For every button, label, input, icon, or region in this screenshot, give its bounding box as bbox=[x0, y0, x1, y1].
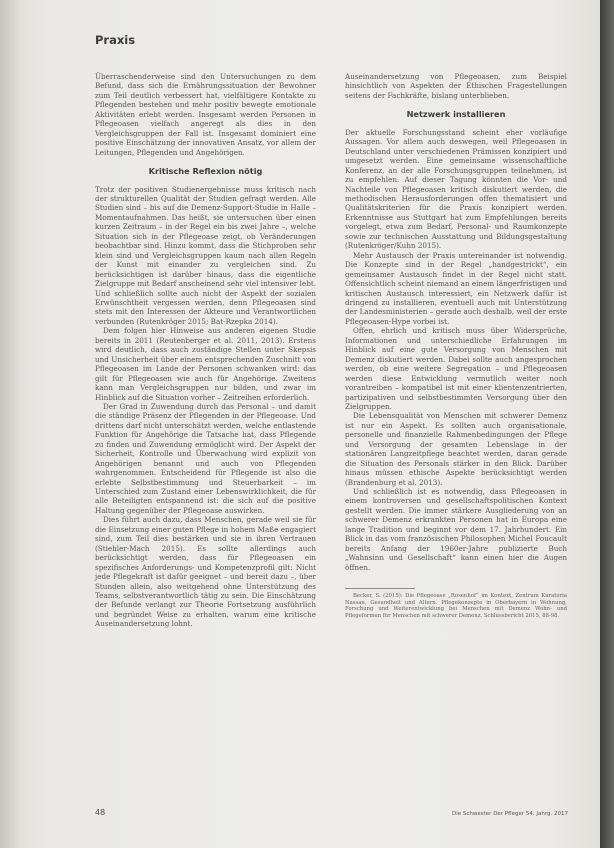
body-paragraph: Dem folgen hier Hinweise aus anderen eigenen Studie bereits in 2011 (Reutenberger et al. 2011, 2013). Erstens wird deutlich, dass auch zuständige Stellen unter Skepsis und Unsicherheit über einem entsprechenden Zuschnitt von Pflegeoasen im Lande der Personen schwanken wird: das gilt für Pflegeoasen wie auch für Angehörige. Zweitens kann man Vergleichsgruppen nur bilden, und zwar im Hinblick auf die Situation vorher – Zeitreihen erforderlich. bbox=[95, 326, 316, 402]
page-number: 48 bbox=[95, 808, 106, 817]
body-paragraph: Der Grad in Zuwendung durch das Personal – und damit die ständige Präsenz der Pflegenden in der Pflegeoase. Und drittens darf nicht unterschätzt werden, welche entlastende Funktion für Angehörige die Tatsache hat, dass Pflegende zu finden und Zuwendung ermöglicht wird. Der Aspekt der Sicherheit, Kontrolle und Überwachung wird explizit von Angehörigen benannt und auch von Pflegenden wahrgenommen. Entscheidend für Pflegende ist also die erlebte Selbstbestimmung und Steuerbarkeit – im Unterschied zum Zustand einer Lebenswirklichkeit, die für alle Beteiligten entspannend ist: die sich auf die positive Haltung gegenüber der Pflegeoase auswirken. bbox=[95, 401, 316, 515]
subheading-network: Netzwerk installieren bbox=[406, 109, 506, 120]
footnote-divider bbox=[345, 588, 415, 589]
section-label: Praxis bbox=[95, 33, 136, 47]
body-paragraph: Mehr Austausch der Praxis untereinander ist notwendig. Die Konzepte sind in der Regel „handgestrickt“, ein gemeinsamer Austausch findet in der Regel nicht statt. Offensichtlich scheint niemand an einem längerfristigen und kritischen Austausch interessiert, ein Netzwerk dafür ist dringend zu installieren, eventuell auch mit Unterstützung der Landesministerien – gerade auch deshalb, weil der erste Pflegeoasen-Hype vorbei ist. bbox=[345, 250, 567, 326]
footnote: Becker, S. (2015): Die Pflegeoase „Rosenhof“ im Kontext, Zentrum Kuratoria Nassau, Gesundheit und Altern. Pflegekonzepte in Oberbayern in Wohnung, Forschung und Weiterentwicklung bei Menschen mit Demenz Wohn- und Pflegeformen für Menschen mit schwerer Demenz. Schlussbericht 2015, 88-98. bbox=[345, 593, 567, 619]
right-column bbox=[345, 72, 567, 619]
body-paragraph: Die Lebensqualität von Menschen mit schwerer Demenz ist nur ein Aspekt. Es sollten auch organisationale, personelle und finanzielle Rahmenbedingungen der Pflege und Versorgung der gesamten Lebenslage in der stationären Langzeitpflege beachtet werden, daran gerade die Situation des Personals stärker in den Blick. Darüber hinaus müssen ethische Aspekte berücksichtigt werden (Brandenburg et al. 2013). bbox=[345, 411, 567, 487]
page-edge-shadow bbox=[0, 0, 22, 848]
body-paragraph: Und schließlich ist es notwendig, dass Pflegeoasen in einem kontroversen und gesellschaftspolitischen Kontext gestellt werden. Die immer stärkere Ausgliederung von an schwerer Demenz erkrankten Personen hat in Europa eine lange Tradition und beginnt vor dem 17. Jahrhundert. Ein Blick in das vom französischen Philosophen Michel Foucault bereits Anfang der 1960er-Jahre publizierte Buch „Wahnsinn und Gesellschaft“ kann einen hier die Augen öffnen. bbox=[345, 487, 567, 572]
subheading-critical-reflection: Kritische Reflexion nötig bbox=[148, 166, 263, 177]
scan-background-edge bbox=[600, 0, 614, 848]
body-paragraph: Dies führt auch dazu, dass Menschen, gerade weil sie für die Einsetzung einer guten Pflege in hohem Maße engagiert sind, zum Teil dies bestärken und sie in ihren Vertrauen (Stiehler-Mach 2015). Es sollte allerdings auch berücksichtigt werden, dass für Pflegeoasen ein spezifisches Anforderungs- und Kompetenzprofil gilt: Nicht jede Pflegekraft ist dafür geeignet – und bereit dazu –, über Stunden allein, also weitgehend ohne Unterstützung des Teams, selbstverantwortlich tätig zu sein. Die Einschätzung der Befunde verlangt zur Theorie Fortsetzung ausführlich und begründet Weise zu erhalten, warum eine kritische Auseinandersetzung lohnt. bbox=[95, 515, 316, 629]
journal-footer: Die Schwester Der Pfleger 54. Jahrg. 2017 bbox=[452, 811, 568, 817]
left-intro-paragraph: Überraschenderweise sind den Untersuchungen zu dem Befund, dass sich die Ernährungssituation der Bewohner zum Teil deutlich verbessert hat, vielfältigere Kontakte zu Pflegenden bestehen und mehr positiv bewegte emotionale Aktivitäten erlebt werden. Insgesamt werden Personen in Pflegeoasen vielfach angeregt als dies in den Vergleichsgruppen der Fall ist. Insgesamt dominiert eine positive Einschätzung der innovativen Ansatz, vor allem der Leitungen, Pflegenden und Angehörigen. bbox=[95, 72, 316, 157]
body-paragraph: Der aktuelle Forschungsstand scheint eher vorläufige Aussagen. Vor allem auch deswegen, weil Pflegeoasen in Deutschland unter verschiedenen Prämissen konzipiert und umgesetzt werden. Eine gemeinsame wissenschaftliche Konferenz, an der alle Forschungsgruppen teilnehmen, ist zu empfehlen. Auf dieser Tagung könnten die Vor- und Nachteile von Pflegeoasen kritisch diskutiert werden, die methodischen Herausforderungen offen thematisiert und Qualitätskriterien für die Praxis konzipiert werden. Erkenntnisse aus Stuttgart hat zum Empfehlungen bereits vorgelegt, etwa zum Bedarf, Personal- und Raumkonzepte sowie zur technischen Ausstattung und Bildungsgestaltung (Rutenkröger/Kuhn 2015). bbox=[345, 127, 567, 251]
body-paragraph: Trotz der positiven Studienergebnisse muss kritisch nach der strukturellen Qualität der Studien gefragt werden. Alle Studien sind – bis auf die Demenz-Support-Studie in Halle – Momentaufnahmen. Das heißt, sie untersuchen über einen kurzen Zeitraum – in der Regel ein bis zwei Jahre –, welche Situation sich in der Pflegeoase zeigt, ob Veränderungen beobachtbar sind. Hinzu kommt, dass die Stichproben sehr klein sind und Vergleichsgruppen kaum nach allen Regeln der Kunst mit einander zu vergleichen sind. Zu berücksichtigen ist darüber hinaus, dass die eigentliche Zielgruppe mit Bedarf anscheinend sehr viel intensiver lebt. Und schließlich sollte auch nicht der Aspekt der sozialen Erwünschtheit vergessen werden, denn Pflegeoasen sind stets mit den Interessen der Akteure und Verantwortlichen verbunden (Rutenkröger 2015; Bat-Rzepka 2014). bbox=[95, 184, 316, 326]
right-intro-paragraph: Auseinandersetzung von Pflegeoasen, zum Beispiel hinsichtlich von Aspekten der Ethischen Fragestellungen seitens der Fachkräfte, bislang unterblieben. bbox=[345, 72, 567, 100]
left-column bbox=[95, 72, 316, 629]
body-paragraph: Offen, ehrlich und kritisch muss über Widersprüche, Informationen und unterschiedliche Erfahrungen im Hinblick auf eine gute Versorgung von Menschen mit Demenz diskutiert werden. Dabei sollte auch angesprochen werden, ob eine weitere Segregation – und Pflegeoasen werden diese Entwicklung vermutlich weiter noch vorantreiben – kompatibel ist mit einer klientenzentrierten, partizipativen und selbstbestimmten Versorgung über den Zielgruppen. bbox=[345, 326, 567, 411]
